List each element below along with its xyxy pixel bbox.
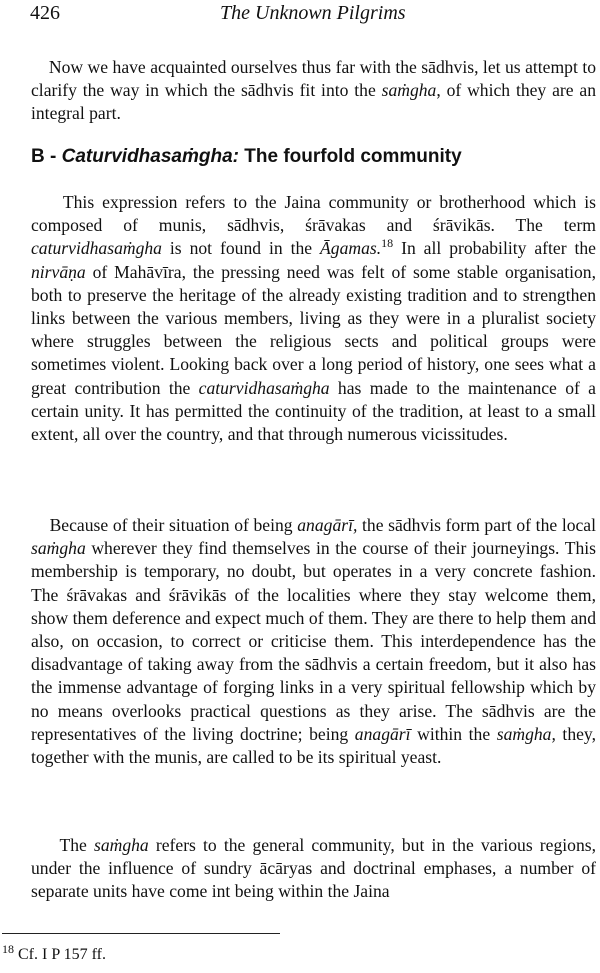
- body-paragraph-2: Because of their situation of being anagārī, the sādhvis form part of the local saṁgha wherever they find themselves in the course of their journeyings. This membership is temporary, no doubt, but operates in a very concrete fashion. The śrāvakas and śrāvikās of the localities where they stay welcome them, show them deference and expect much of them. They are there to help them and also, on occasion, to correct or criticise them. This interdependence has the disadvantage of taking away from the sādhvis a certain freedom, but it also has the immense advantage of forging links in a very spiritual fellowship which by no means overlooks practical questions as they arise. The sādhvis are the representatives of the living doctrine; being anagārī within the saṁgha, they, together with the munis, are called to be its spiritual yeast.: [31, 515, 597, 768]
- page-number: 426: [30, 2, 60, 24]
- footnote-text: Cf. I P 157 ff.: [14, 946, 106, 963]
- footnote-divider: [2, 933, 280, 934]
- footnote-marker: 18: [2, 942, 14, 956]
- intro-paragraph: Now we have acquainted ourselves thus far with the sādhvis, let us attempt to clarify the way in which the sādhvis fit into the saṁgha, of which they are an integral part.: [31, 57, 597, 124]
- body-paragraph-1: This expression refers to the Jaina community or brotherhood which is composed of munis, sādhvis, śrāvakas and śrāvikās. The term caturvidhasaṁgha is not found in the Āgamas.$^{18}$ In all probability after the nirvāṇa of Mahāvīra, the pressing need was felt of some stable organisation, both to preserve the heritage of the already existing tradition and to strengthen links between the various members, living as they were in a pluralist society where struggles between the religious sects and political groups were sometimes violent. Looking back over a long period of history, one sees what a great contribution the caturvidhasaṁgha has made to the maintenance of a certain unity. It has permitted the continuity of the tradition, at least to a small extent, all over the country, and that through numerous vicissitudes.: [31, 192, 597, 445]
- section-heading: B - Caturvidhasaṁgha: The fourfold community: [31, 146, 462, 167]
- footnote-reference: 18: [381, 236, 394, 251]
- running-title: The Unknown Pilgrims: [220, 2, 406, 24]
- page-header: [30, 2, 590, 32]
- footnote: [2, 942, 106, 964]
- body-paragraph-3: The saṁgha refers to the general community, but in the various regions, under the influence of sundry ācāryas and doctrinal emphases, a number of separate units have come int being within the Jaina: [31, 835, 596, 902]
